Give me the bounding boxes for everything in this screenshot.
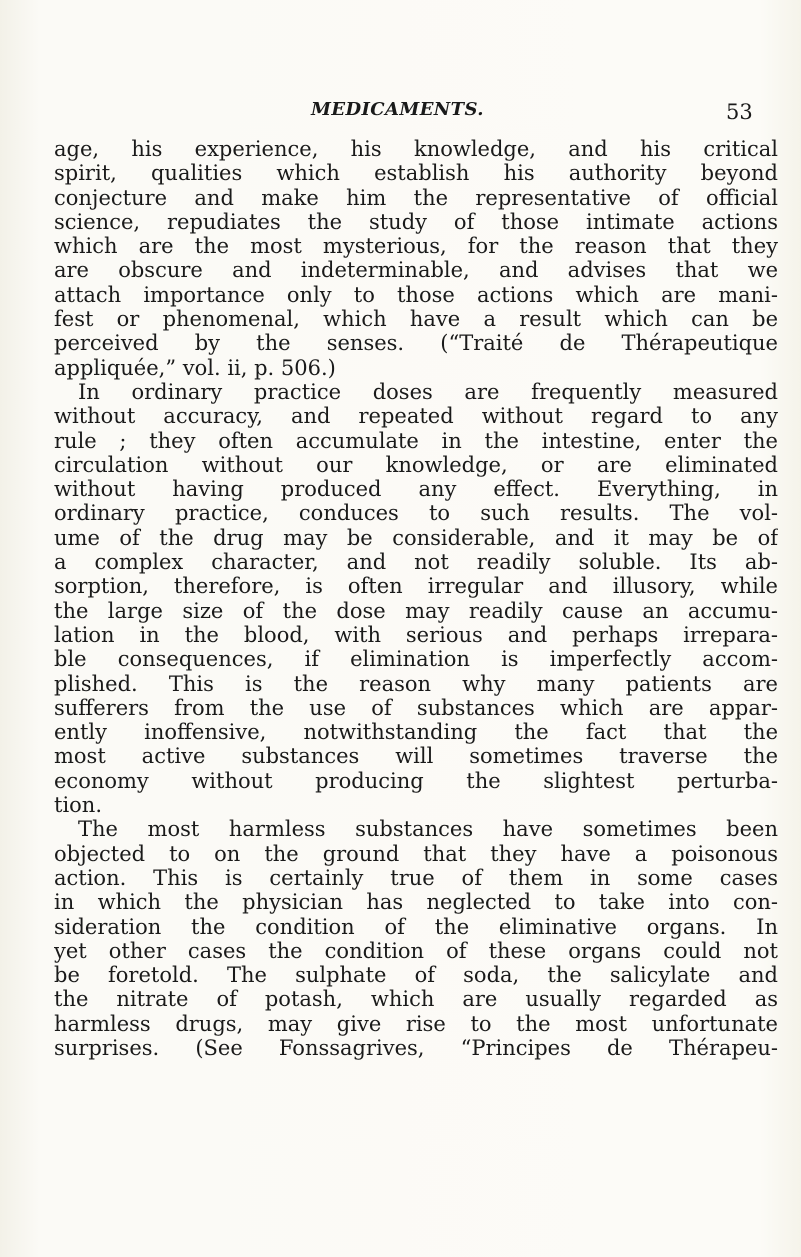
text-line: science, repudiates the study of those intimate actions [54, 209, 778, 234]
text-line: perceived by the senses. (“Traité de Thérapeutique [54, 331, 778, 356]
text-line: ume of the drug may be considerable, and it may be of [54, 525, 778, 550]
text-line: sideration the condition of the eliminative organs. In [54, 914, 778, 939]
text-line: ordinary practice, conduces to such results. The vol- [54, 501, 778, 526]
body-text [54, 137, 778, 1060]
text-line: the large size of the dose may readily cause an accumu- [54, 598, 778, 623]
text-line: spirit, qualities which establish his authority beyond [54, 161, 778, 186]
text-line: sufferers from the use of substances which are appar- [54, 695, 778, 720]
running-head [0, 99, 801, 123]
text-line: which are the most mysterious, for the reason that they [54, 234, 778, 259]
text-line: objected to on the ground that they have a poisonous [54, 841, 778, 866]
text-line: fest or phenomenal, which have a result which can be [54, 307, 778, 332]
text-line: in which the physician has neglected to take into con- [54, 890, 778, 915]
text-line: conjecture and make him the representative of official [54, 185, 778, 210]
text-line: circulation without our knowledge, or are eliminated [54, 452, 778, 477]
text-line: most active substances will sometimes traverse the [54, 744, 778, 769]
text-line: tion. [54, 793, 102, 818]
text-line: yet other cases the condition of these organs could not [54, 938, 778, 963]
text-line: surprises. (See Fonssagrives, “Principes de Thérapeu- [54, 1035, 778, 1060]
paragraph-start-line: In ordinary practice doses are frequently measured [78, 379, 778, 404]
text-line: harmless drugs, may give rise to the most unfortunate [54, 1011, 778, 1036]
text-line: lation in the blood, with serious and perhaps irrepara- [54, 622, 778, 647]
text-line: sorption, therefore, is often irregular and illusory, while [54, 574, 778, 599]
text-line: rule ; they often accumulate in the intestine, enter the [54, 428, 778, 453]
text-line: attach importance only to those actions which are mani- [54, 282, 778, 307]
running-title: MEDICAMENTS. [311, 99, 484, 120]
text-line: without accuracy, and repeated without regard to any [54, 404, 778, 429]
page-number: 53 [726, 100, 753, 124]
text-line: ently inoffensive, notwithstanding the fact that the [54, 720, 778, 745]
text-line: appliquée,” vol. ii, p. 506.) [54, 355, 336, 380]
text-line: the nitrate of potash, which are usually regarded as [54, 987, 778, 1012]
text-line: are obscure and indeterminable, and advises that we [54, 258, 778, 283]
text-line: ble consequences, if elimination is imperfectly accom- [54, 647, 778, 672]
text-line: a complex character, and not readily soluble. Its ab- [54, 550, 778, 575]
text-line: economy without producing the slightest perturba- [54, 768, 778, 793]
text-line: age, his experience, his knowledge, and his critical [54, 137, 778, 161]
text-line: without having produced any effect. Everything, in [54, 477, 778, 502]
text-line: action. This is certainly true of them in some cases [54, 865, 778, 890]
text-line: be foretold. The sulphate of soda, the salicylate and [54, 963, 778, 988]
paragraph-start-line: The most harmless substances have sometimes been [78, 817, 778, 842]
text-line: plished. This is the reason why many patients are [54, 671, 778, 696]
